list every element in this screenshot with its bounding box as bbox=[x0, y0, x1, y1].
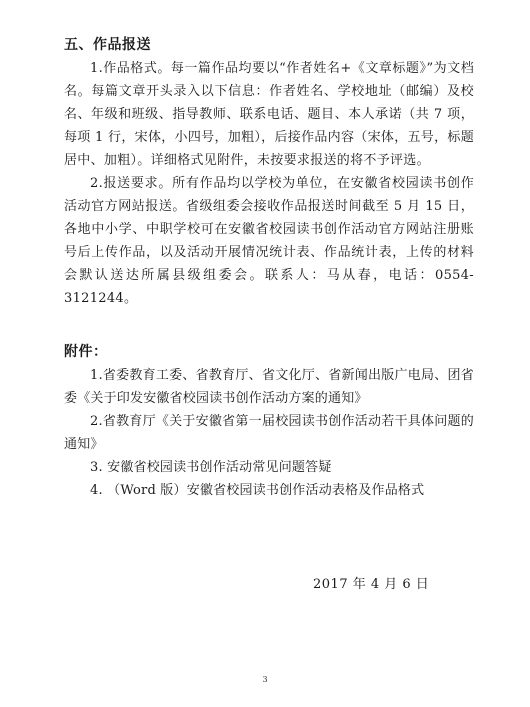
attachments-heading: 附件： bbox=[64, 344, 108, 360]
section-heading: 五、作品报送 bbox=[64, 37, 151, 53]
attachment-item-1: 1.省委教育工委、省教育厅、省文化厅、省新闻出版广电局、团省委《关于印发安徽省校园读书创作活动方案的通知》 bbox=[64, 368, 474, 406]
paragraph-format: 1.作品格式。每一篇作品均要以“作者姓名+《文章标题》”为文档名。每篇文章开头录入以下信息：作者姓名、学校地址（邮编）及校名、年级和班级、指导教师、联系电话、题目、本人承诺（共 7 项，每项 1 行，宋体，小四号，加粗），后接作品内容（宋体，五号，标题居中、加粗）。详细格式见附件，未按要求报送的将不予评选。 bbox=[64, 61, 474, 168]
attachment-item-3: 3. 安徽省校园读书创作活动常见问题答疑 bbox=[90, 460, 332, 475]
page-number: 3 bbox=[262, 675, 268, 684]
attachment-item-2: 2.省教育厅《关于安徽省第一届校园读书创作活动若干具体问题的通知》 bbox=[64, 414, 474, 452]
attachment-item-4: 4. （Word 版）安徽省校园读书创作活动表格及作品格式 bbox=[90, 483, 425, 498]
paragraph-submission: 2.报送要求。所有作品均以学校为单位，在安徽省校园读书创作活动官方网站报送。省级组委会接收作品报送时间截至 5 月 15 日，各地中小学、中职学校可在安徽省校园读书创作活动官方网站注册账号后上传作品，以及活动开展情况统计表、作品统计表，上传的材料会默认送达所属县级组委会。联系人：马从春，电话：0554-3121244。 bbox=[64, 176, 474, 306]
spacer bbox=[64, 310, 474, 340]
document-date: 2017 年 4 月 6 日 bbox=[313, 577, 430, 592]
document-body bbox=[64, 33, 474, 502]
